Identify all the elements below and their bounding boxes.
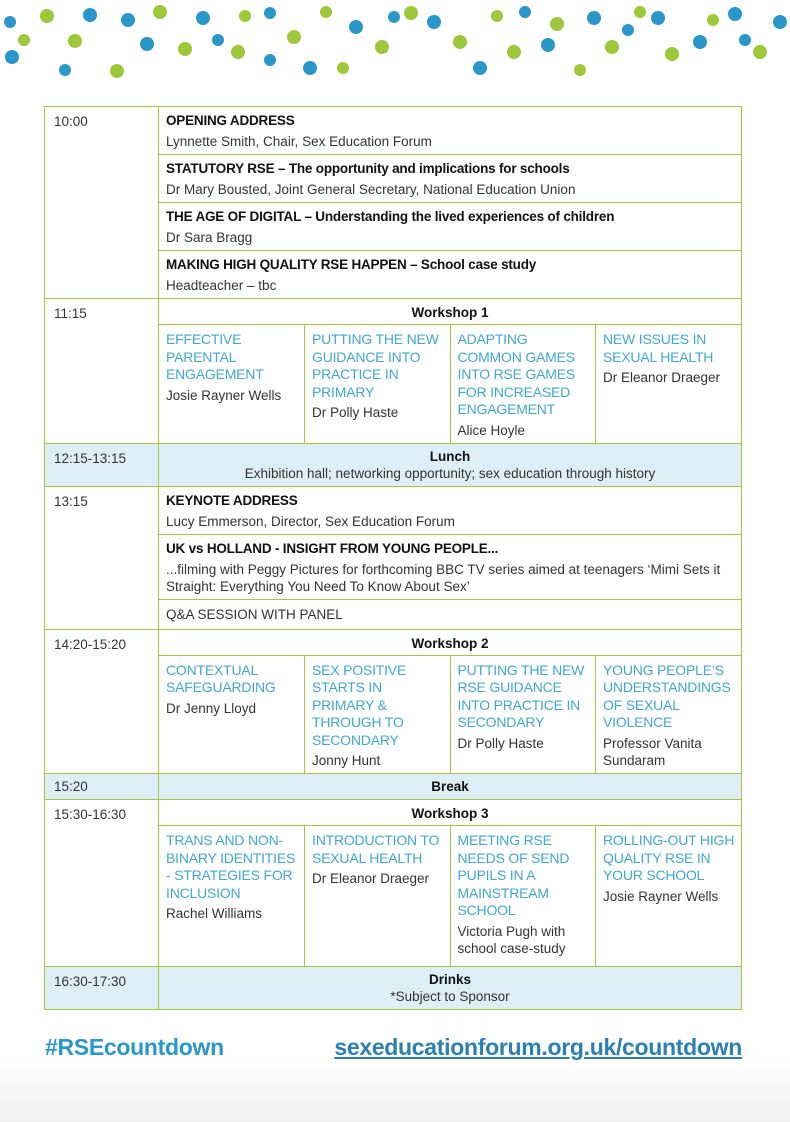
session-title: OPENING ADDRESS	[166, 113, 295, 128]
workshop-title: Workshop 1	[159, 299, 741, 325]
time-cell: 15:30-16:30	[45, 800, 159, 967]
hashtag-link[interactable]: #RSEcountdown	[45, 1034, 224, 1060]
session-cell	[159, 966, 742, 1009]
time-cell: 10:00	[45, 107, 159, 299]
workshop-option-presenter: Dr Polly Haste	[312, 405, 399, 420]
session-subtitle: Exhibition hall; networking opportunity; sex education through history	[244, 465, 656, 481]
programme-table	[44, 106, 742, 1010]
confetti-dot-banner	[0, 0, 790, 95]
workshop-grid	[159, 630, 741, 774]
workshop-option-title: ADAPTING COMMON GAMES INTO RSE GAMES FOR INCREASED ENGAGEMENT	[457, 331, 576, 417]
schedule-row	[45, 107, 742, 155]
workshop-option-presenter: Josie Rayner Wells	[603, 888, 719, 904]
website-link[interactable]: sexeducationforum.org.uk/countdown	[334, 1034, 742, 1060]
workshop-cell	[159, 299, 742, 444]
time-cell: 14:20-15:20	[45, 629, 159, 774]
workshop-option-presenter: Dr Jenny Lloyd	[166, 700, 257, 716]
workshop-option-presenter: Victoria Pugh with school case-study	[457, 923, 566, 956]
time-cell: 15:20	[45, 774, 159, 800]
schedule-row	[45, 800, 742, 967]
time-cell: 11:15	[45, 299, 159, 444]
time-cell: 13:15	[45, 486, 159, 629]
workshop-option-title: TRANS AND NON-BINARY IDENTITIES - STRATEGIES FOR INCLUSION	[166, 832, 296, 901]
workshop-option-title: SEX POSITIVE STARTS IN PRIMARY & THROUGH TO SECONDARY	[312, 661, 407, 748]
session-cell	[159, 251, 742, 299]
session-title: Break	[431, 779, 469, 794]
session-cell	[159, 534, 742, 599]
schedule-row	[45, 486, 742, 534]
time-cell: 12:15-13:15	[45, 443, 159, 486]
schedule-row	[45, 966, 742, 1009]
workshop-option-title: MEETING RSE NEEDS OF SEND PUPILS IN A MAINSTREAM SCHOOL	[457, 832, 570, 918]
session-speaker: Dr Mary Bousted, Joint General Secretary, National Education Union	[166, 182, 576, 197]
session-title: MAKING HIGH QUALITY RSE HAPPEN – School case study	[166, 257, 537, 272]
session-description: ...filming with Peggy Pictures for forthcoming BBC TV series aimed at teenagers ‘Mimi Sets it Straight: Everything You Need To Know About Sex’	[166, 561, 721, 594]
session-cell	[159, 155, 742, 203]
session-speaker: Headteacher – tbc	[166, 278, 277, 293]
session-subtitle: *Subject to Sponsor	[390, 988, 510, 1004]
workshop-title: Workshop 3	[159, 800, 741, 826]
session-cell	[159, 774, 742, 800]
session-cell	[159, 107, 742, 155]
workshop-option-title: PUTTING THE NEW GUIDANCE INTO PRACTICE IN PRIMARY	[312, 331, 439, 400]
workshop-option	[450, 826, 596, 966]
workshop-option-title: EFFECTIVE PARENTAL ENGAGEMENT	[166, 331, 264, 382]
workshop-grid	[159, 299, 741, 443]
time-cell: 16:30-17:30	[45, 966, 159, 1009]
workshop-option	[159, 655, 305, 773]
workshop-option	[159, 826, 305, 966]
workshop-option-presenter: Dr Polly Haste	[457, 735, 544, 751]
session-cell	[159, 486, 742, 534]
workshop-option-title: YOUNG PEOPLE’S UNDERSTANDINGS OF SEXUAL VIOLENCE	[603, 661, 731, 730]
workshop-cell	[159, 800, 742, 967]
schedule-row	[45, 629, 742, 774]
workshop-option	[596, 325, 742, 443]
schedule-row	[45, 774, 742, 800]
session-speaker: Lucy Emmerson, Director, Sex Education Forum	[166, 513, 455, 529]
workshop-cell	[159, 629, 742, 774]
workshop-option	[450, 655, 596, 773]
workshop-option-presenter: Alice Hoyle	[457, 422, 526, 438]
workshop-option	[305, 655, 451, 773]
session-speaker: Lynnette Smith, Chair, Sex Education Forum	[166, 134, 432, 149]
session-title: STATUTORY RSE – The opportunity and implications for schools	[166, 161, 570, 176]
workshop-option-presenter: Dr Eleanor Draeger	[312, 871, 430, 886]
workshop-option-presenter: Rachel Williams	[166, 906, 263, 921]
workshop-option	[305, 325, 451, 443]
workshop-option-title: CONTEXTUAL SAFEGUARDING	[166, 661, 276, 695]
workshop-option-title: NEW ISSUES IN SEXUAL HEALTH	[603, 331, 714, 365]
workshop-option-presenter: Professor Vanita Sundaram	[603, 735, 702, 768]
session-title: Lunch	[429, 448, 471, 464]
workshop-option-title: ROLLING-OUT HIGH QUALITY RSE IN YOUR SCHOOL	[603, 832, 735, 883]
workshop-option	[596, 826, 742, 966]
workshop-option-presenter: Jonny Hunt	[312, 753, 381, 768]
session-cell	[159, 443, 742, 486]
workshop-option-presenter: Josie Rayner Wells	[166, 387, 282, 403]
workshop-option	[450, 325, 596, 443]
workshop-grid	[159, 800, 741, 966]
session-cell	[159, 203, 742, 251]
workshop-option	[305, 826, 451, 966]
session-title: UK vs HOLLAND - INSIGHT FROM YOUNG PEOPLE...	[166, 540, 499, 556]
session-title: THE AGE OF DIGITAL – Understanding the lived experiences of children	[166, 209, 615, 224]
schedule-row	[45, 443, 742, 486]
session-title: Q&A SESSION WITH PANEL	[166, 606, 343, 622]
workshop-option-title: PUTTING THE NEW RSE GUIDANCE INTO PRACTICE IN SECONDARY	[457, 661, 585, 730]
session-speaker: Dr Sara Bragg	[166, 230, 253, 245]
workshop-option	[596, 655, 742, 773]
workshop-option-title: INTRODUCTION TO SEXUAL HEALTH	[312, 832, 440, 866]
schedule-row	[45, 299, 742, 444]
workshop-option	[159, 325, 305, 443]
session-cell	[159, 599, 742, 629]
workshop-title: Workshop 2	[159, 630, 741, 656]
session-title: KEYNOTE ADDRESS	[166, 492, 298, 508]
workshop-option-presenter: Dr Eleanor Draeger	[603, 370, 721, 385]
session-title: Drinks	[428, 971, 472, 987]
